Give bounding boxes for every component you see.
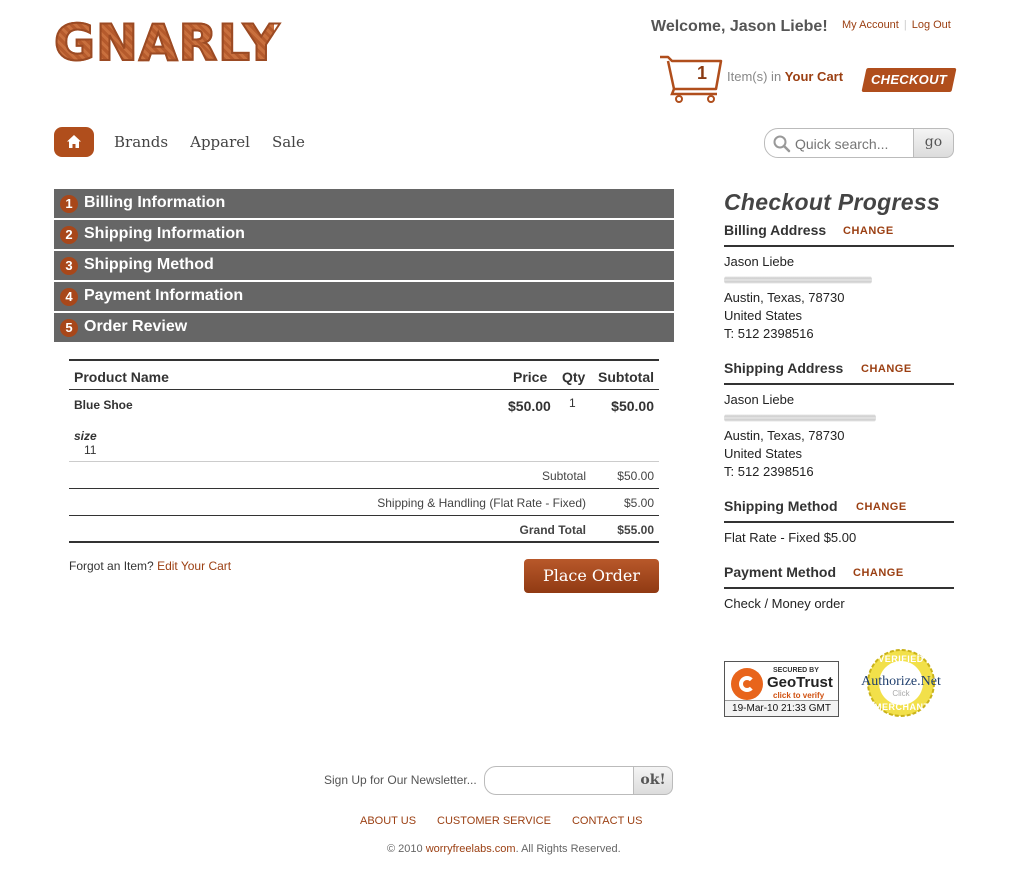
geotrust-verify: click to verify bbox=[773, 691, 825, 700]
table-row bbox=[69, 390, 659, 462]
geotrust-seal[interactable] bbox=[724, 661, 839, 717]
change-shipping-link[interactable]: CHANGE bbox=[861, 363, 912, 375]
option-label: size bbox=[74, 429, 97, 443]
my-account-link[interactable]: My Account bbox=[842, 19, 899, 31]
step-title: Shipping Method bbox=[84, 256, 214, 273]
geotrust-secured-by: SECURED BY bbox=[773, 667, 819, 674]
step-order-review bbox=[54, 313, 674, 342]
billing-country: United States bbox=[724, 308, 803, 323]
product-subtotal: $50.00 bbox=[611, 398, 654, 414]
step-number: 1 bbox=[60, 195, 78, 213]
shipping-country: United States bbox=[724, 446, 803, 461]
shipping-method-section bbox=[724, 498, 954, 547]
col-product-name: Product Name bbox=[74, 369, 169, 385]
geotrust-logo-icon bbox=[731, 668, 763, 700]
account-links bbox=[842, 19, 951, 31]
nav-item-apparel[interactable]: Apparel bbox=[190, 133, 250, 151]
main-nav bbox=[114, 133, 327, 151]
link-divider: | bbox=[903, 19, 907, 31]
step-number: 3 bbox=[60, 257, 78, 275]
copyright-prefix: © 2010 bbox=[387, 843, 423, 855]
change-payment-method-link[interactable]: CHANGE bbox=[853, 567, 904, 579]
checkout-steps bbox=[54, 189, 674, 344]
step-billing-information[interactable] bbox=[54, 189, 674, 218]
newsletter-email-input[interactable] bbox=[484, 766, 634, 795]
option-value: 11 bbox=[84, 443, 97, 457]
shipping-city: Austin, Texas, 78730 bbox=[724, 428, 845, 443]
order-review-table bbox=[69, 359, 659, 543]
billing-name: Jason Liebe bbox=[724, 254, 795, 269]
step-title: Payment Information bbox=[84, 287, 244, 304]
nav-item-sale[interactable]: Sale bbox=[271, 133, 305, 151]
step-payment-information[interactable] bbox=[54, 282, 674, 311]
copyright-suffix: . All Rights Reserved. bbox=[515, 843, 621, 855]
copyright-site-link[interactable]: worryfreelabs.com bbox=[425, 843, 516, 855]
step-title: Shipping Information bbox=[84, 225, 245, 242]
shipping-address-heading: Shipping Address bbox=[724, 360, 844, 376]
copyright bbox=[387, 843, 621, 855]
newsletter-label: Sign Up for Our Newsletter... bbox=[324, 773, 477, 787]
cart-items-label: Item(s) in bbox=[727, 69, 782, 84]
newsletter-ok-button[interactable]: ok! bbox=[633, 766, 673, 795]
footer-links bbox=[360, 815, 663, 827]
your-cart-link[interactable]: Your Cart bbox=[784, 69, 844, 84]
step-shipping-method[interactable] bbox=[54, 251, 674, 280]
checkout-button[interactable] bbox=[861, 68, 956, 92]
subtotal-value: $50.00 bbox=[617, 469, 654, 483]
shipping-value: $5.00 bbox=[623, 496, 654, 510]
geotrust-brand: GeoTrust bbox=[767, 674, 833, 691]
col-subtotal: Subtotal bbox=[598, 369, 654, 385]
product-price: $50.00 bbox=[508, 398, 551, 414]
home-button[interactable] bbox=[54, 127, 94, 157]
forgot-item bbox=[69, 559, 231, 573]
shipping-name: Jason Liebe bbox=[724, 392, 795, 407]
product-name: Blue Shoe bbox=[74, 398, 133, 412]
customer-service-link[interactable]: CUSTOMER SERVICE bbox=[437, 815, 551, 827]
search-go-button[interactable]: go bbox=[913, 128, 954, 158]
edit-cart-link[interactable]: Edit Your Cart bbox=[157, 559, 232, 573]
home-icon bbox=[67, 135, 81, 148]
col-qty: Qty bbox=[562, 369, 586, 385]
place-order-button[interactable]: Place Order bbox=[524, 559, 659, 593]
billing-address-body bbox=[724, 253, 954, 343]
authorize-brand: Authorize.Net bbox=[861, 674, 941, 689]
shipping-phone: T: 512 2398516 bbox=[724, 464, 814, 479]
billing-phone: T: 512 2398516 bbox=[724, 326, 814, 341]
step-number: 2 bbox=[60, 226, 78, 244]
subtotal-row bbox=[69, 462, 659, 489]
log-out-link[interactable]: Log Out bbox=[911, 19, 951, 31]
search-input[interactable] bbox=[795, 134, 907, 153]
step-title: Billing Information bbox=[84, 194, 226, 211]
grand-total-label: Grand Total bbox=[519, 523, 586, 537]
shipping-label: Shipping & Handling (Flat Rate - Fixed) bbox=[377, 496, 586, 510]
payment-method-section bbox=[724, 564, 954, 613]
section-heading bbox=[724, 498, 954, 523]
logo-text: GNARLY bbox=[54, 14, 281, 72]
payment-method-value: Check / Money order bbox=[724, 596, 845, 611]
step-number: 4 bbox=[60, 288, 78, 306]
forgot-text: Forgot an Item? bbox=[69, 559, 154, 573]
gnarly-logo[interactable] bbox=[54, 14, 281, 72]
change-billing-link[interactable]: CHANGE bbox=[843, 225, 894, 237]
step-shipping-information[interactable] bbox=[54, 220, 674, 249]
step-title: Order Review bbox=[84, 318, 188, 335]
billing-city: Austin, Texas, 78730 bbox=[724, 290, 845, 305]
about-us-link[interactable]: ABOUT US bbox=[360, 815, 417, 827]
redacted-street bbox=[724, 274, 872, 286]
shipping-method-value: Flat Rate - Fixed $5.00 bbox=[724, 530, 857, 545]
section-heading bbox=[724, 222, 954, 247]
checkout-progress-title: Checkout Progress bbox=[724, 189, 940, 215]
section-heading bbox=[724, 360, 954, 385]
billing-address-heading: Billing Address bbox=[724, 222, 827, 238]
authorize-net-seal[interactable] bbox=[856, 648, 946, 718]
col-price: Price bbox=[513, 369, 548, 385]
grand-total-value: $55.00 bbox=[617, 523, 654, 537]
authorize-click: Click bbox=[892, 689, 910, 698]
redacted-street bbox=[724, 412, 876, 424]
billing-address-section bbox=[724, 222, 954, 343]
table-header bbox=[69, 361, 659, 390]
welcome-message: Welcome, Jason Liebe! bbox=[651, 18, 828, 35]
shipping-method-heading: Shipping Method bbox=[724, 498, 838, 514]
section-heading bbox=[724, 564, 954, 589]
authorize-bottom-text: MERCHANT bbox=[874, 702, 930, 712]
step-number: 5 bbox=[60, 319, 78, 337]
change-shipping-method-link[interactable]: CHANGE bbox=[856, 501, 907, 513]
geotrust-date: 19-Mar-10 21:33 GMT bbox=[725, 700, 838, 716]
subtotal-label: Subtotal bbox=[541, 469, 586, 483]
payment-method-heading: Payment Method bbox=[724, 564, 837, 580]
product-qty: 1 bbox=[569, 396, 576, 410]
shipping-address-section bbox=[724, 360, 954, 481]
nav-item-brands[interactable]: Brands bbox=[114, 133, 169, 151]
contact-us-link[interactable]: CONTACT US bbox=[571, 815, 643, 827]
cart-summary bbox=[727, 69, 843, 84]
search-icon bbox=[773, 135, 791, 153]
grand-total-row bbox=[69, 516, 659, 543]
shipping-address-body bbox=[724, 391, 954, 481]
cart-count: 1 bbox=[696, 63, 707, 83]
search-box bbox=[764, 128, 914, 158]
authorize-top-text: VERIFIED bbox=[878, 654, 924, 664]
shipping-row bbox=[69, 489, 659, 516]
checkout-label: CHECKOUT bbox=[870, 72, 948, 87]
